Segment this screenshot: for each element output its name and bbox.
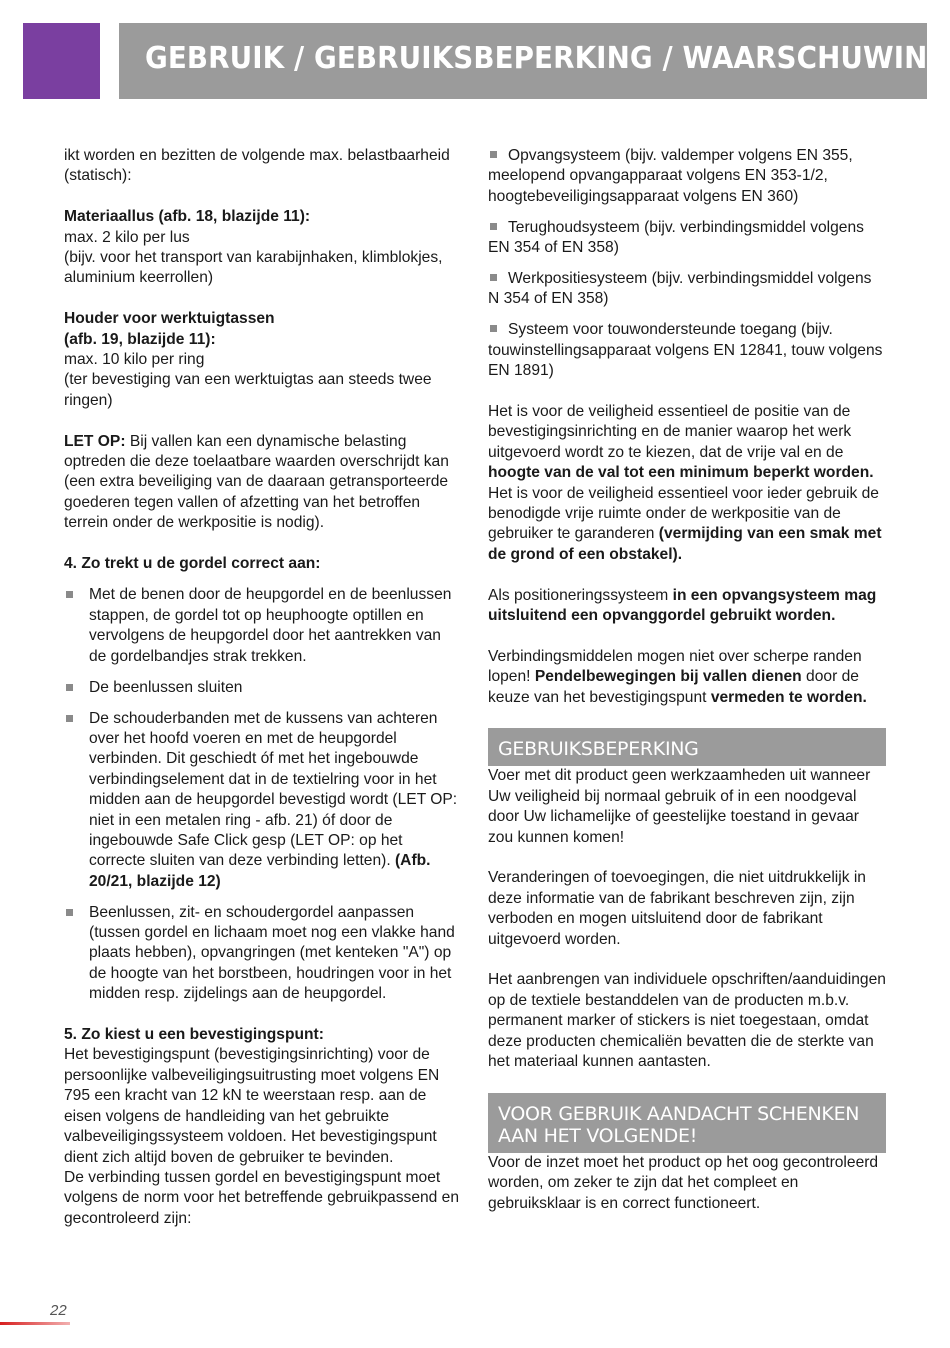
list-item-text: Met de benen door de heupgordel en de beenlussen stappen, de gordel tot op heuphoogte optillen en vervolgens de heupgordel door het aantrekken van de gordelbandjes strak trekken. [89,586,452,665]
list-item-text: Systeem voor touwondersteunde toegang (bijv. touwinstellingsapparaat volgens EN 12841, touw volgens EN 1891) [488,321,883,380]
restriction-section-heading [488,728,886,766]
restriction-paragraph-2: Veranderingen of toevoegingen, die niet uitdrukkelijk in deze informatie van de fabrikant beschreven zijn, zijn verboden en mogen uitsluitend door de fabrikant uitgevoerd worden. [488,869,866,948]
houder-heading-1: Houder voor werktuigtassen [64,310,275,328]
attention-paragraph: Voor de inzet moet het product op het oog gecontroleerd worden, om zeker te zijn dat het compleet en gebruiksklaar is en correct functioneert. [488,1153,879,1212]
bold-text: (vermijding van een smak met de grond of een obstakel). [488,525,882,563]
list-item-text: Terughoudsysteem (bijv. verbindingsmiddel volgens EN 354 of EN 358) [488,218,864,257]
houder-block [64,309,460,411]
materiaallus-block [64,207,460,289]
list-item [64,903,460,1005]
section-heading-text: GEBRUIKSBEPERKING [498,738,699,761]
list-item [488,269,886,310]
text-span: door de keuze van het bevestigingspunt [488,668,859,706]
restriction-paragraph-3: Het aanbrengen van individuele opschriften/aanduidingen op de textiele bestanddelen van de producten m.b.v. permanent marker of stickers is niet toegestaan, omdat deze producten chemicaliën bevatten die de sterkte van het materiaal kunnen aantasten. [488,971,886,1071]
letop-text: Bij vallen kan een dynamische belasting optreden die deze toelaatbare waarden overschrijdt kan (een extra beveiliging van de daaraan getransporteerde goederen tegen vallen of afzetting van het betroffen terrein onder de werkpositie is nodig). [64,432,449,532]
bold-text: in een opvangsysteem mag uitsluitend een opvanggordel gebruikt worden. [488,586,877,624]
list-item [488,320,886,381]
bullet-square-icon [490,325,497,332]
list-item-text: Beenlussen, zit- en schoudergordel aanpassen (tussen gordel en lichaam moet nog een vlakke hand plaats hebben), opvangringen (met kenteken "A") op de hoogte van het borstbeen, houdringen voor in het midden resp. zijdelings aan de heupgordel. [89,903,455,1003]
bold-text: vermeden te worden. [710,688,867,706]
section4-heading: 4. Zo trekt u de gordel correct aan: [64,555,321,573]
houder-line-2: (ter bevestiging van een werktuigtas aan steeds twee ringen) [64,371,432,409]
list-item-text: Werkpositiesysteem (bijv. verbindingsmiddel volgens N 354 of EN 358) [488,270,872,308]
bold-text: hoogte van de val tot een minimum beperkt worden. [488,464,874,482]
color-tab [23,23,100,99]
section5-paragraph-2: De verbinding tussen gordel en bevestigingspunt moet volgens de norm voor het betreffende gebruikpassend en gecontroleerd zijn: [64,1168,460,1227]
footer-accent-line [0,1322,70,1325]
houder-heading-2: (afb. 19, blazijde 11): [64,330,216,348]
letop-label: LET OP: [64,432,126,450]
system-bullet-list [488,146,886,382]
bold-text: Pendelbewegingen bij vallen dienen [534,668,802,686]
list-item [488,218,886,259]
bullet-square-icon [490,151,497,158]
list-item [488,146,886,207]
intro-text: ikt worden en bezitten de volgende max. belastbaarheid (statisch): [64,147,450,185]
list-item [64,585,460,667]
bullet-square-icon [66,715,73,722]
section4-bullet-list [64,585,460,1004]
bullet-square-icon [66,909,73,916]
text-span: Verbindingsmiddelen mogen niet over scherpe randen lopen! [488,647,862,686]
list-item [64,709,460,893]
list-item-text: Opvangsysteem (bijv. valdemper volgens EN 355, meelopend opvangapparaat volgens EN 353-1/2, hoogtebeveiligingsapparaat volgens EN 360) [488,147,853,205]
section-heading-text: VOOR GEBRUIK AANDACHT SCHENKEN [498,1102,860,1125]
header-bar [119,23,950,99]
materiaallus-line-1: max. 2 kilo per lus [64,228,190,246]
list-item-text: De beenlussen sluiten [89,678,243,696]
figure-reference: (Afb. 20/21, blazijde 12) [89,852,431,890]
page-title: GEBRUIK / GEBRUIKSBEPERKING / WAARSCHUWING [145,41,950,76]
left-column [64,146,460,1229]
section5-heading: 5. Zo kiest u een bevestigingspunt: [64,1026,324,1044]
letop-paragraph [64,432,460,534]
list-item [64,678,460,698]
section5-paragraph-1: Het bevestigingspunt (bevestigingsinrichting) voor de persoonlijke valbeveiligingsuitrusting moet volgens EN 795 een kracht van 12 kN te weerstaan resp. aan de eisen volgens de handleiding van het gebruikte valbeveiligingssysteem voldoen. Het bevestigingspunt dient zich altijd boven de gebruiker te bevinden. [64,1046,440,1166]
houder-line-1: max. 10 kilo per ring [64,351,205,369]
restriction-paragraph-1: Voer met dit product geen werkzaamheden uit wanneer Uw veiligheid bij normaal gebruik of in een noodgeval door Uw lichamelijke of geestelijke toestand in gevaar zou kunnen komen! [488,767,871,846]
list-item-text: De schouderbanden met de kussens van achteren over het hoofd voeren en met de heupgordel verbinden. Dit geschiedt óf met het ingebouwde verbindingselement dat in de textielring voor in het midden aan de heupgordel bevestigd wordt (LET OP: niet in een metalen ring - afb. 21) óf door de ingebouwde Safe Click gesp (LET OP: op het correcte sluiten van deze verbinding letten). [89,709,458,870]
text-span: Het is voor de veiligheid essentieel voor ieder gebruik de benodigde vrije ruimte onder de werkpositie van de gebruiker te garanderen [488,484,879,543]
materiaallus-heading: Materiaallus (afb. 18, blazijde 11): [64,208,311,226]
text-span: Als positioneringssysteem [488,586,673,604]
connection-paragraph [488,647,886,708]
bullet-square-icon [66,684,73,691]
bullet-square-icon [490,223,497,230]
right-column [488,146,886,1214]
text-span: Het is voor de veiligheid essentieel de positie van de bevestigingsinrichting en de manier waarop het werk uitgevoerd wordt zo te kiezen, dat de vrije val en de [488,402,852,461]
positioning-paragraph [488,586,886,627]
bullet-square-icon [490,274,497,281]
page-number: 22 [50,1302,67,1319]
materiaallus-line-2: (bijv. voor het transport van karabijnhaken, klimblokjes, aluminium keerrollen) [64,249,443,287]
safety-paragraph [488,402,886,565]
attention-section-heading [488,1093,886,1153]
section-heading-text: AAN HET VOLGENDE! [498,1124,698,1147]
bullet-square-icon [66,591,73,598]
